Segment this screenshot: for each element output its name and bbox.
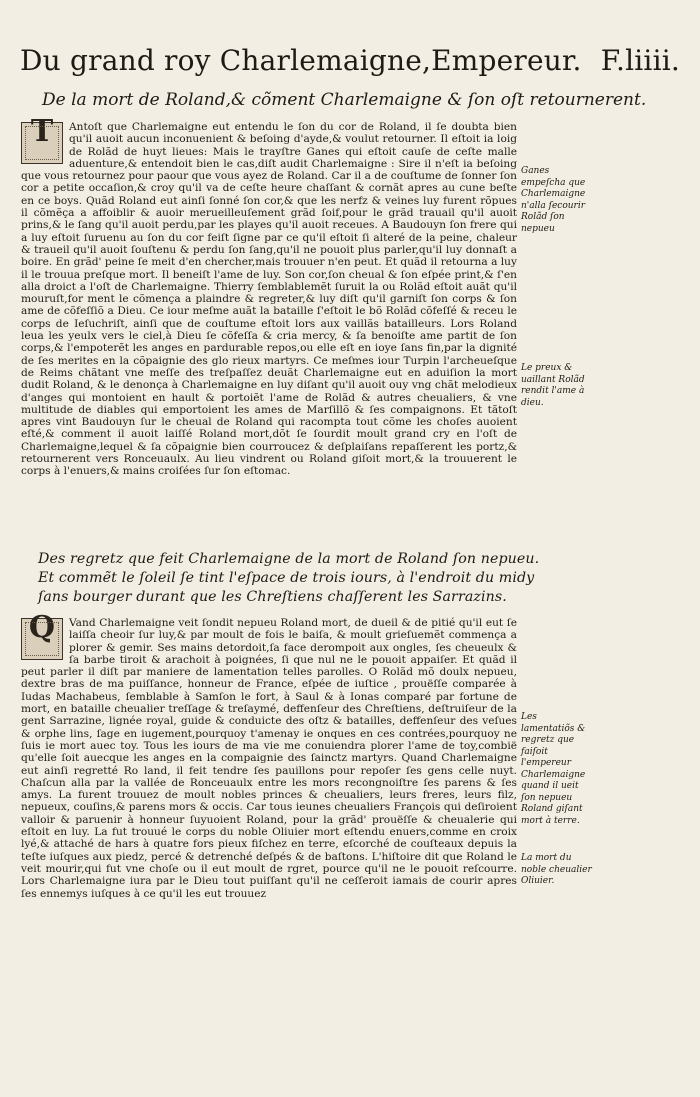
margin-note-lamentations: Les lamentatiõs & regretz que faiſoit l'empereur Charlemaigne quand il ueit ſon nepueu Roland giſant mort à terre. xyxy=(521,712,586,826)
margin-note-roland-death: Le preux & uaillant Rolãd rendit l'ame à dieu. xyxy=(521,363,585,408)
dropcap-letter: T xyxy=(30,114,54,149)
body-text-section-1 xyxy=(21,114,517,541)
running-head xyxy=(20,44,680,77)
section-heading-line-1: Des regretz que feit Charlemaigne de la mort de Roland ſon nepueu. xyxy=(38,551,540,567)
margin-note-olivier: La mort du noble cheualier Oliuier. xyxy=(521,853,592,886)
body-text-section-2 xyxy=(21,610,517,953)
section-1-text: Antoſt que Charlemaigne eut entendu le ſon du cor de Roland, il ſe doubta bien qu'il auoit aucun inconuenient & beſoing d'ayde,& voulut retourner. Il eſtoit ia loig de Rolãd de huyt lieues: Mais le trayſtre Ganes qui eſtoit cauſe de ceſte malle aduenture,& entendoit bien le cas,diſt audit Charlemaigne : Sire il n'eſt ia beſoing que vous retournez pour paour que vous ayez de Roland. Car il a de couſtume de ſonner ſon cor a petite occaſion,& croy qu'il va de ceſte heure chaſſant & cornãt apres au cune beſte en ce boys. Quãd Roland eut ainſi ſonné ſon cor,& que les nerfz & veines luy furent rõpues il cõmẽça a affoiblir & auoir merueilleuſement grãd ſoif,pour le grãd trauail qu'il auoit prins,& le ſang qu'il auoit perdu,par les playes qu'il auoit receues. A Baudouyn ſon frere qui a luy eſtoit ſuruenu au ſon du cor feiſt ſigne par ce qu'il eſtoit ſi alteré de la peine, chaleur & traueil qu'il auoit ſouſtenu & perdu ſon ſang,qu'il ne pouoit plus parler,qu'il luy donnaſt a boire. En grãd' peine ſe meit d'en chercher,mais trouuer n'en peut. Et quãd il retourna a luy il le trouua preſque mort. Il beneiſt l'ame de luy. Son cor,ſon cheual & ſon eſpée print,& ſ'en alla droict a l'oſt de Charlemaigne. Thierry ſemblablemẽt ſuruit la ou Rolãd eſtoit auãt qu'il mouruſt,for ment le cõmença a plaindre & regreter,& luy diſt qu'il garniſt ſon corps & ſon ame de cõfeſſiõ a Dieu. Ce iour meſme auãt la bataille ſ'eſtoit le bõ Rolãd cõfeſſé & receu le corps de Ieſuchriſt, ainſi que de couſtume eſtoit lors aux vaillãs batailleurs. Lors Roland leua les yeulx vers le ciel,à Dieu ſe cõfeſſa & cria mercy, & ſa benoiſte ame partit de ſon corps,& l'empoterẽt les anges en pardurable repos,ou elle eſt en ioye ſans fin,par la dignité de ſes merites en la cõpaignie des glo rieux martyrs. Ce meſmes iour Turpin l'archeueſque de Reims chãtant vne meſſe des treſpaſſez deuãt Charlemaigne eut en aduiſion la mort dudit Roland, & le denonça à Charlemaigne en luy diſant qu'il auoit ouy vng chãt melodieux d'anges qui montoient en hault & portoiẽt l'ame de Rolãd & autres cheualiers, & vne multitude de diables qui emportoient les ames de Marſillõ & ſes compaignons. Et tãtoſt apres vint Baudouyn ſur le cheual de Roland qui racompta tout cõme les choſes auoient eſté,& comment il auoit laiſſé Roland mort,dõt ſe ſourdit moult grand cry en l'oſt de Charlemaigne,lequel & ſa cõpaignie bien courroucez & deſplaiſans repaſſerent les portz,& retournerent vers Ronceuaulx. Au lieu vindrent ou Roland giſoit mort,& la trouuerent le corps à l'enuers,& mains croiſées ſur ſon eſtomac. xyxy=(21,121,517,478)
section-heading xyxy=(38,550,540,607)
section-heading-line-3: ſans bourger durant que les Chreſtiens chaſſerent les Sarrazins. xyxy=(38,589,507,605)
margin-note-ganes: Ganes empeſcha que Charlemaigne n'alla ſecourir Rolãd ſon nepueu xyxy=(521,166,586,234)
section-heading-line-2: Et commẽt le ſoleil ſe tint l'eſpace de trois iours, à l'endroit du midy xyxy=(38,570,535,586)
dropcap-letter: Q xyxy=(28,610,56,645)
dropcap-t-icon xyxy=(21,114,63,164)
section-2-text: Vand Charlemaigne veit ſondit nepueu Roland mort, de dueil & de pitié qu'il eut ſe laiſſa cheoir ſur luy,& par moult de fois le baiſa, & moult grieſuemẽt commença a plorer & gemir. Ses mains detordoit,ſa face derompoit aux ongles, ſes cheueulx & ſa barbe tiroit & arachoit à poignées, ſi que nul ne le pouoit appaiſer. Et quãd il peut parler il diſt par maniere de lamentation telles parolles. O Rolãd mõ doulx nepueu, dextre bras de ma puiſſance, honneur de France, eſpée de iuſtice , prouëſſe comparée à Iudas Machabeus, ſemblable à Samſon le fort, à Saul & à Ionas comparé par fortune de mort, en bataille cheualier treſſage & treſaymé, deffenſeur des Chreſtiens, deſtruiſeur de la gent Sarrazine, lignée royal, guide & conduicte des oſtz & batailles, deffenſeur des veſues & orphe lins, ſage en iugement,pourquoy t'amenay ie onques en ces contrées,pourquoy ne ſuis ie mort auec toy. Tous les iours de ma vie me conuiendra plorer l'ame de toy,combië qu'elle ſoit auecque les anges en la compaignie des ſainctz martyrs. Quand Charlemaigne eut ainſi regretté Ro land, il feit tendre ſes pauillons pour repoſer ſes gens celle nuyt. Chaſcun alla par la vallée de Ronceuaulx entre les mors recongnoiſtre ſes parens & ſes amys. La furent trouuez de moult nobles princes & cheualiers, leurs freres, leurs filz, nepueux, couſins,& parens mors & occis. Car tous ieunes cheualiers François qui deſiroient valloir & paruenir à honneur ſuyuoient Roland, pour la grãd' prouëſſe & cheualerie qui eſtoit en luy. La fut trouué le corps du noble Oliuier mort eſtendu enuers,comme en croix lyé,& attaché de hars à quatre fors pieux fiſchez en terre, eſcorché de couſteaux depuis la teſte iuſques aux piedz, percé & detrenché deſpés & de baſtons. L'hiſtoire dit que Roland le veit mourir,qui fut vne choſe ou il eut moult de rgret, pource qu'il ne le pouoit reſcourre. Lors Charlemaigne iura par le Dieu tout puiſſant qu'il ne ceſſeroit iamais de courir apres ſes ennemys iuſques à ce qu'il les eut trouuez xyxy=(21,617,517,900)
running-head-title: Du grand roy Charlemaigne,Empereur. xyxy=(20,44,582,77)
folio-number: F.liiii. xyxy=(600,44,680,77)
dropcap-q-icon xyxy=(21,610,63,660)
chapter-title: De la mort de Roland,& cõment Charlemaigne & ſon oſt retournerent. xyxy=(42,90,647,110)
